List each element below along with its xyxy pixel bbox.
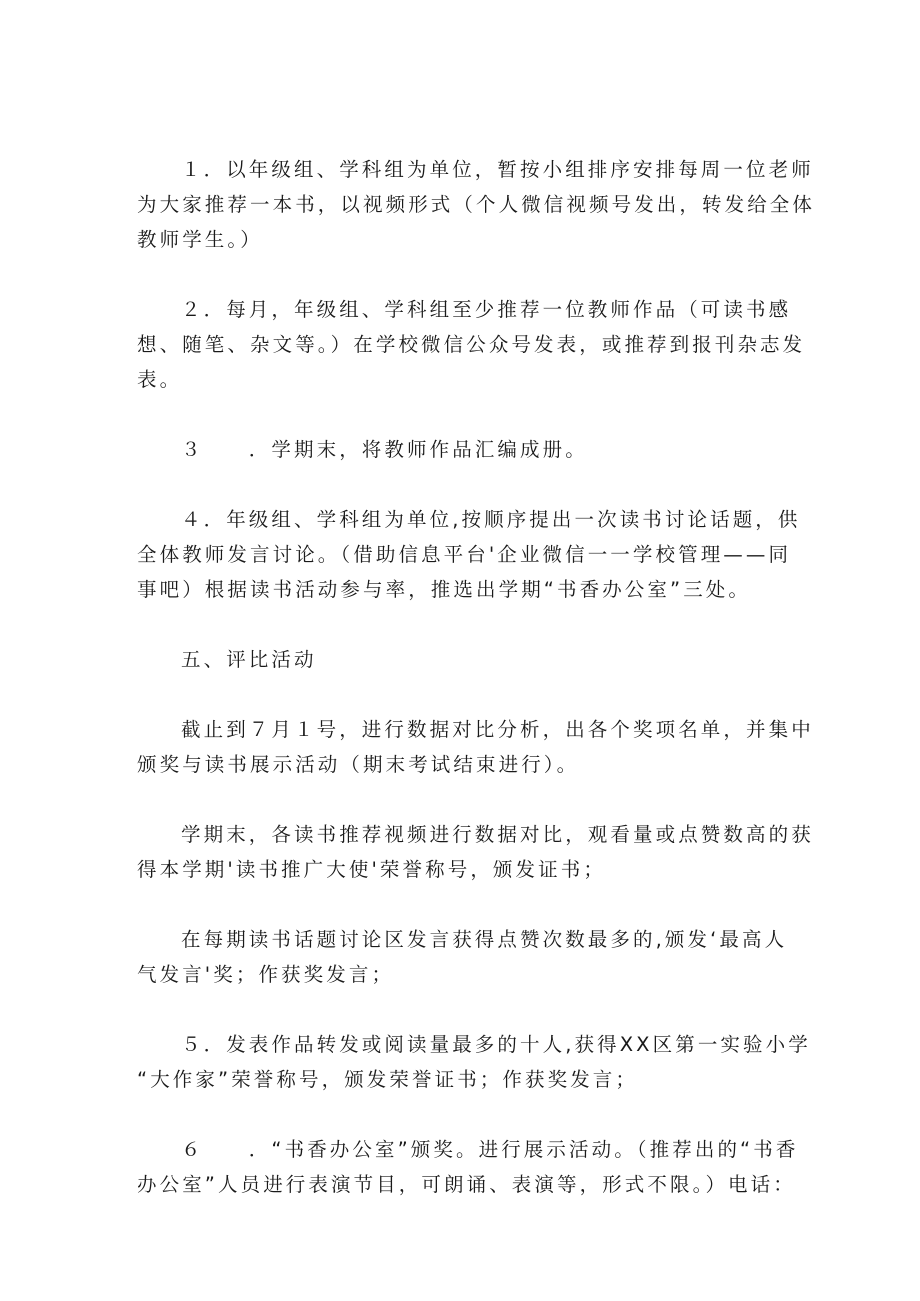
paragraph-line: ５．发表作品转发或阅读量最多的十人,获得XX区第一实验小学	[181, 1033, 811, 1056]
document-body	[137, 152, 816, 1202]
paragraph-popular-speech	[137, 922, 787, 992]
paragraph-line: 办公室”人员进行表演节目，可朗诵、表演等，形式不限。）电话：	[137, 1173, 796, 1196]
paragraph-line: 事吧）根据读书活动参与率，推选出学期“书香办公室”三处。	[137, 578, 752, 601]
section-heading: 五、评比活动	[181, 648, 317, 671]
paragraph-item-6	[137, 1132, 799, 1202]
paragraph-line: “大作家”荣誉称号，颁发荣誉证书；作获奖发言；	[137, 1068, 639, 1091]
paragraph-line: 在每期读书话题讨论区发言获得点赞次数最多的,颁发‘最高人	[181, 928, 788, 951]
paragraph-item-2	[137, 292, 806, 397]
paragraph-item-5	[137, 1027, 811, 1097]
paragraph-deadline	[137, 712, 814, 782]
paragraph-line: 颁奖与读书展示活动（期末考试结束进行）。	[137, 753, 580, 776]
paragraph-item-3	[137, 432, 787, 467]
paragraph-line: 截止到７月１号，进行数据对比分析，出各个奖项名单，并集中	[181, 718, 814, 741]
paragraph-line: ６ ．“书香办公室”颁奖。进行展示活动。（推荐出的“书香	[181, 1138, 799, 1161]
paragraph-line: １．以年级组、学科组为单位，暂按小组排序安排每周一位老师	[181, 158, 814, 181]
paragraph-line: ３ ．学期末，将教师作品汇编成册。	[181, 438, 588, 461]
paragraph-line: 想、随笔、杂文等。）在学校微信公众号发表，或推荐到报刊杂志发	[137, 333, 806, 356]
paragraph-item-4	[137, 502, 801, 607]
paragraph-line: ２．每月，年级组、学科组至少推荐一位教师作品（可读书感	[181, 298, 792, 321]
paragraph-line: 全体教师发言讨论。（借助信息平台'企业微信一一学校管理——同	[137, 543, 792, 566]
paragraph-line: 表。	[137, 368, 183, 391]
section-heading-evaluation	[137, 642, 787, 677]
paragraph-line: ４．年级组、学科组为单位,按顺序提出一次读书讨论话题，供	[181, 508, 801, 531]
paragraph-line: 得本学期'读书推广大使'荣誉称号，颁发证书；	[137, 858, 606, 881]
paragraph-reading-ambassador	[137, 817, 814, 887]
paragraph-item-1	[137, 152, 816, 257]
paragraph-line: 学期末，各读书推荐视频进行数据对比，观看量或点赞数高的获	[181, 823, 814, 846]
paragraph-line: 气发言'奖；作获奖发言；	[137, 963, 395, 986]
paragraph-line: 为大家推荐一本书，以视频形式（个人微信视频号发出，转发给全体	[137, 193, 816, 216]
paragraph-line: 教师学生。）	[137, 228, 263, 251]
